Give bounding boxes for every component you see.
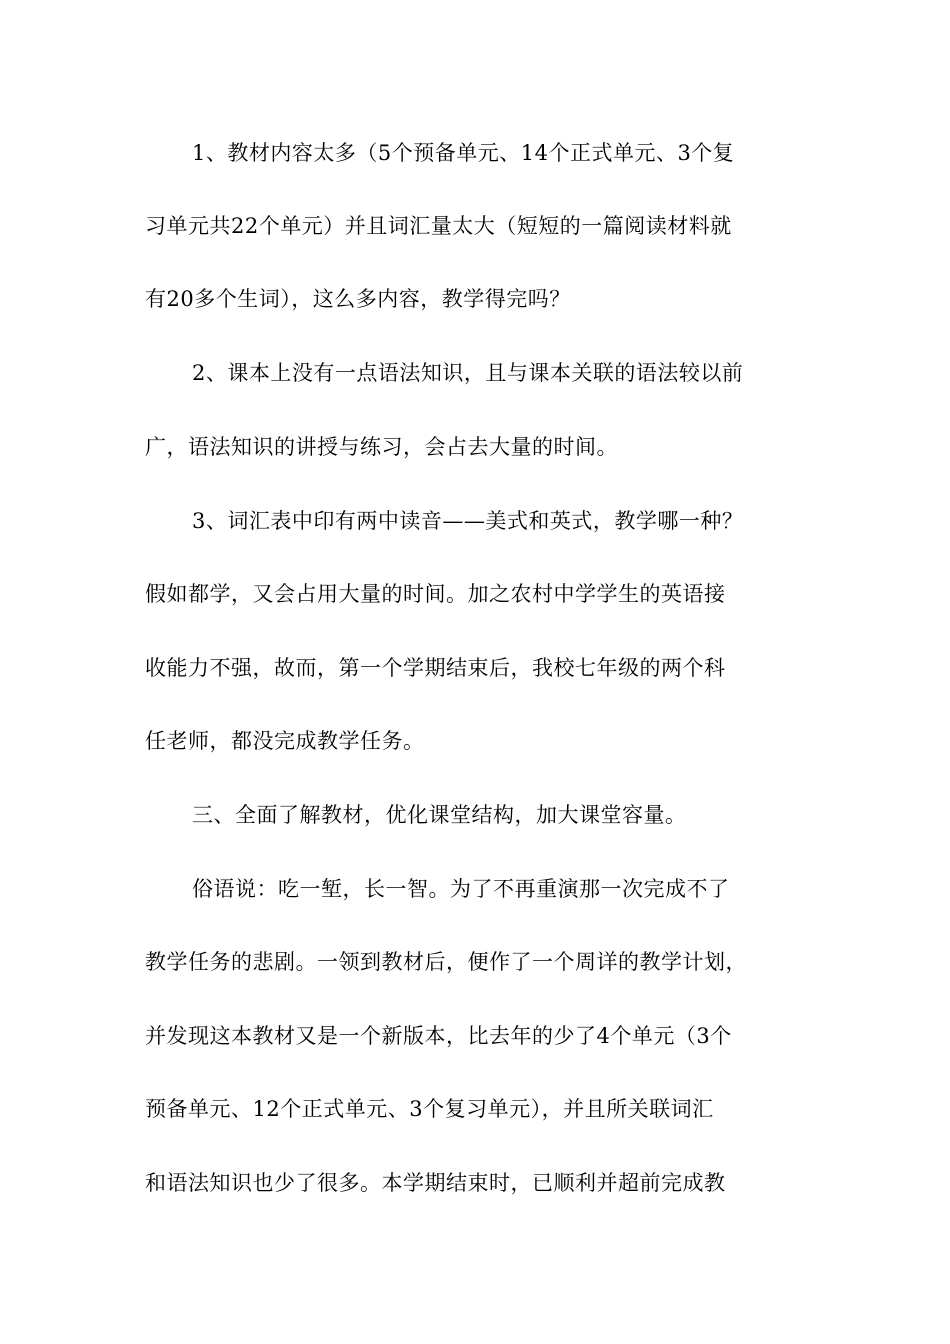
paragraph-4-line-2: 教学任务的悲剧。一领到教材后，便作了一个周详的教学计划，	[145, 950, 747, 974]
paragraph-4-line-1: 俗语说：吃一堑，长一智。为了不再重演那一次完成不了	[192, 877, 730, 901]
paragraph-1-line-3: 有20多个生词），这么多内容，教学得完吗？	[145, 287, 571, 311]
paragraph-3-line-1: 3、词汇表中印有两中读音——美式和英式，教学哪一种？	[192, 509, 744, 533]
paragraph-2-line-2: 广，语法知识的讲授与练习，会占去大量的时间。	[145, 435, 618, 459]
paragraph-1-line-2: 习单元共22个单元）并且词汇量太大（短短的一篇阅读材料就	[145, 214, 732, 238]
paragraph-3-line-4: 任老师，都没完成教学任务。	[145, 729, 425, 753]
paragraph-3-line-3: 收能力不强，故而，第一个学期结束后，我校七年级的两个科	[145, 656, 726, 680]
paragraph-1-line-1: 1、教材内容太多（5个预备单元、14个正式单元、3个复	[192, 141, 735, 165]
paragraph-3-line-2: 假如都学，又会占用大量的时间。加之农村中学学生的英语接	[145, 582, 726, 606]
paragraph-2-line-1: 2、课本上没有一点语法知识，且与课本关联的语法较以前	[192, 361, 744, 385]
paragraph-4-line-5: 和语法知识也少了很多。本学期结束时，已顺利并超前完成教	[145, 1171, 726, 1195]
paragraph-4-line-3: 并发现这本教材又是一个新版本，比去年的少了4个单元（3个	[145, 1024, 732, 1048]
paragraph-4-line-4: 预备单元、12个正式单元、3个复习单元），并且所关联词汇	[145, 1097, 714, 1121]
section-heading: 三、全面了解教材，优化课堂结构，加大课堂容量。	[192, 803, 687, 827]
